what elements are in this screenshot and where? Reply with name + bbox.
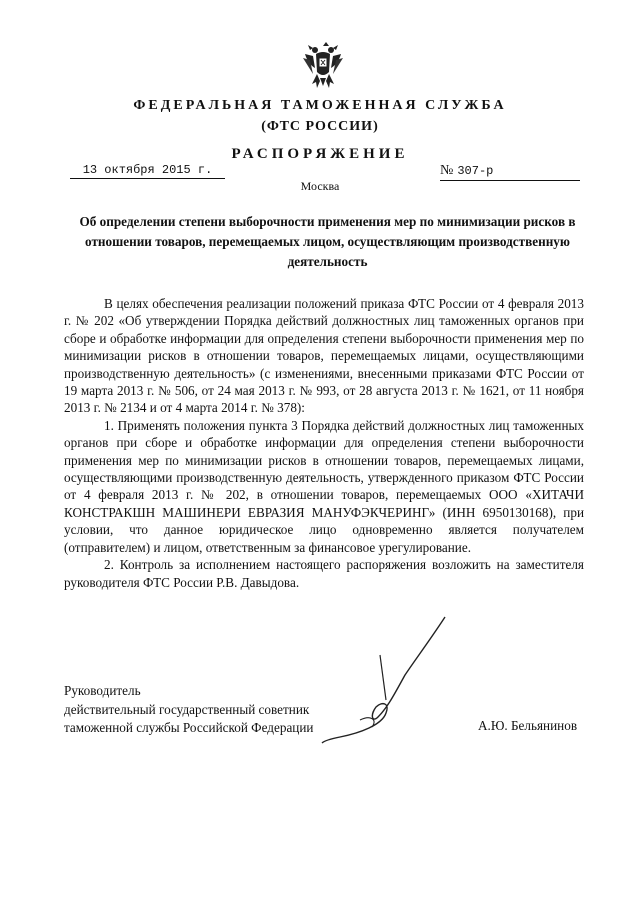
handwritten-signature (320, 615, 470, 745)
signer-rank: действительный государственный советник (64, 701, 310, 717)
coat-of-arms-icon (302, 40, 344, 92)
document-title: Об определении степени выборочности применения мер по минимизации рисков в отношении товаров, перемещаемых лицом, осуществляющим производственную деятельность (79, 214, 576, 269)
document-date: 13 октября 2015 г. (70, 163, 225, 179)
document-body (64, 295, 584, 591)
agency-abbreviation: (ФТС РОССИИ) (261, 119, 379, 134)
number-value: 307-р (457, 164, 494, 178)
paragraph-item-2: 2. Контроль за исполнением настоящего распоряжения возложить на заместителя руководителя ФТС России Р.В. Давыдова. (64, 557, 584, 590)
signer-rank-continued: таможенной службы Российской Федерации (64, 720, 314, 735)
number-sign: № (440, 163, 454, 178)
document-type: РАСПОРЯЖЕНИЕ (231, 146, 409, 162)
agency-name: ФЕДЕРАЛЬНАЯ ТАМОЖЕННАЯ СЛУЖБА (133, 98, 507, 113)
paragraph-item-1: 1. Применять положения пункта 3 Порядка действий должностных лиц таможенных органов при сборе и обработке информации для определения степени выборочности применения мер по минимизации рисков в отношении товаров, перемещаемых лицами, осуществляющими производственную деятельность, утвержденного приказом ФТС России от 4 февраля 2013 г. № 202, в отношении товаров, перемещаемых ООО «ХИТАЧИ КОНСТРАКШН МАШИНЕРИ ЕВРАЗИЯ МАНУФЭКЧЕРИНГ» (ИНН 6950130168), при условии, что данное юридическое лицо одновременно является получателем (отправителем) и лицом, ответственным за финансовое урегулирование. (64, 417, 584, 555)
signer-position: Руководитель (64, 683, 141, 698)
signer-name: А.Ю. Бельянинов (478, 718, 578, 733)
paragraph-preamble: В целях обеспечения реализации положений приказа ФТС России от 4 февраля 2013 г. № 202 «Об утверждении Порядка действий должностных лиц таможенных органов при сборе и обработке информации для определения степени выборочности применения мер по минимизации рисков в отношении товаров, перемещаемых лицами, осуществляющими производственную деятельность» (с изменениями, внесенными приказами ФТС России от 19 марта 2013 г. № 506, от 24 мая 2013 г. № 993, от 28 августа 2013 г. № 1621, от 11 ноября 2013 г. № 2134 и от 4 марта 2014 г. № 378): (64, 296, 584, 416)
document-city: Москва (300, 179, 340, 193)
signer-block (64, 682, 313, 738)
